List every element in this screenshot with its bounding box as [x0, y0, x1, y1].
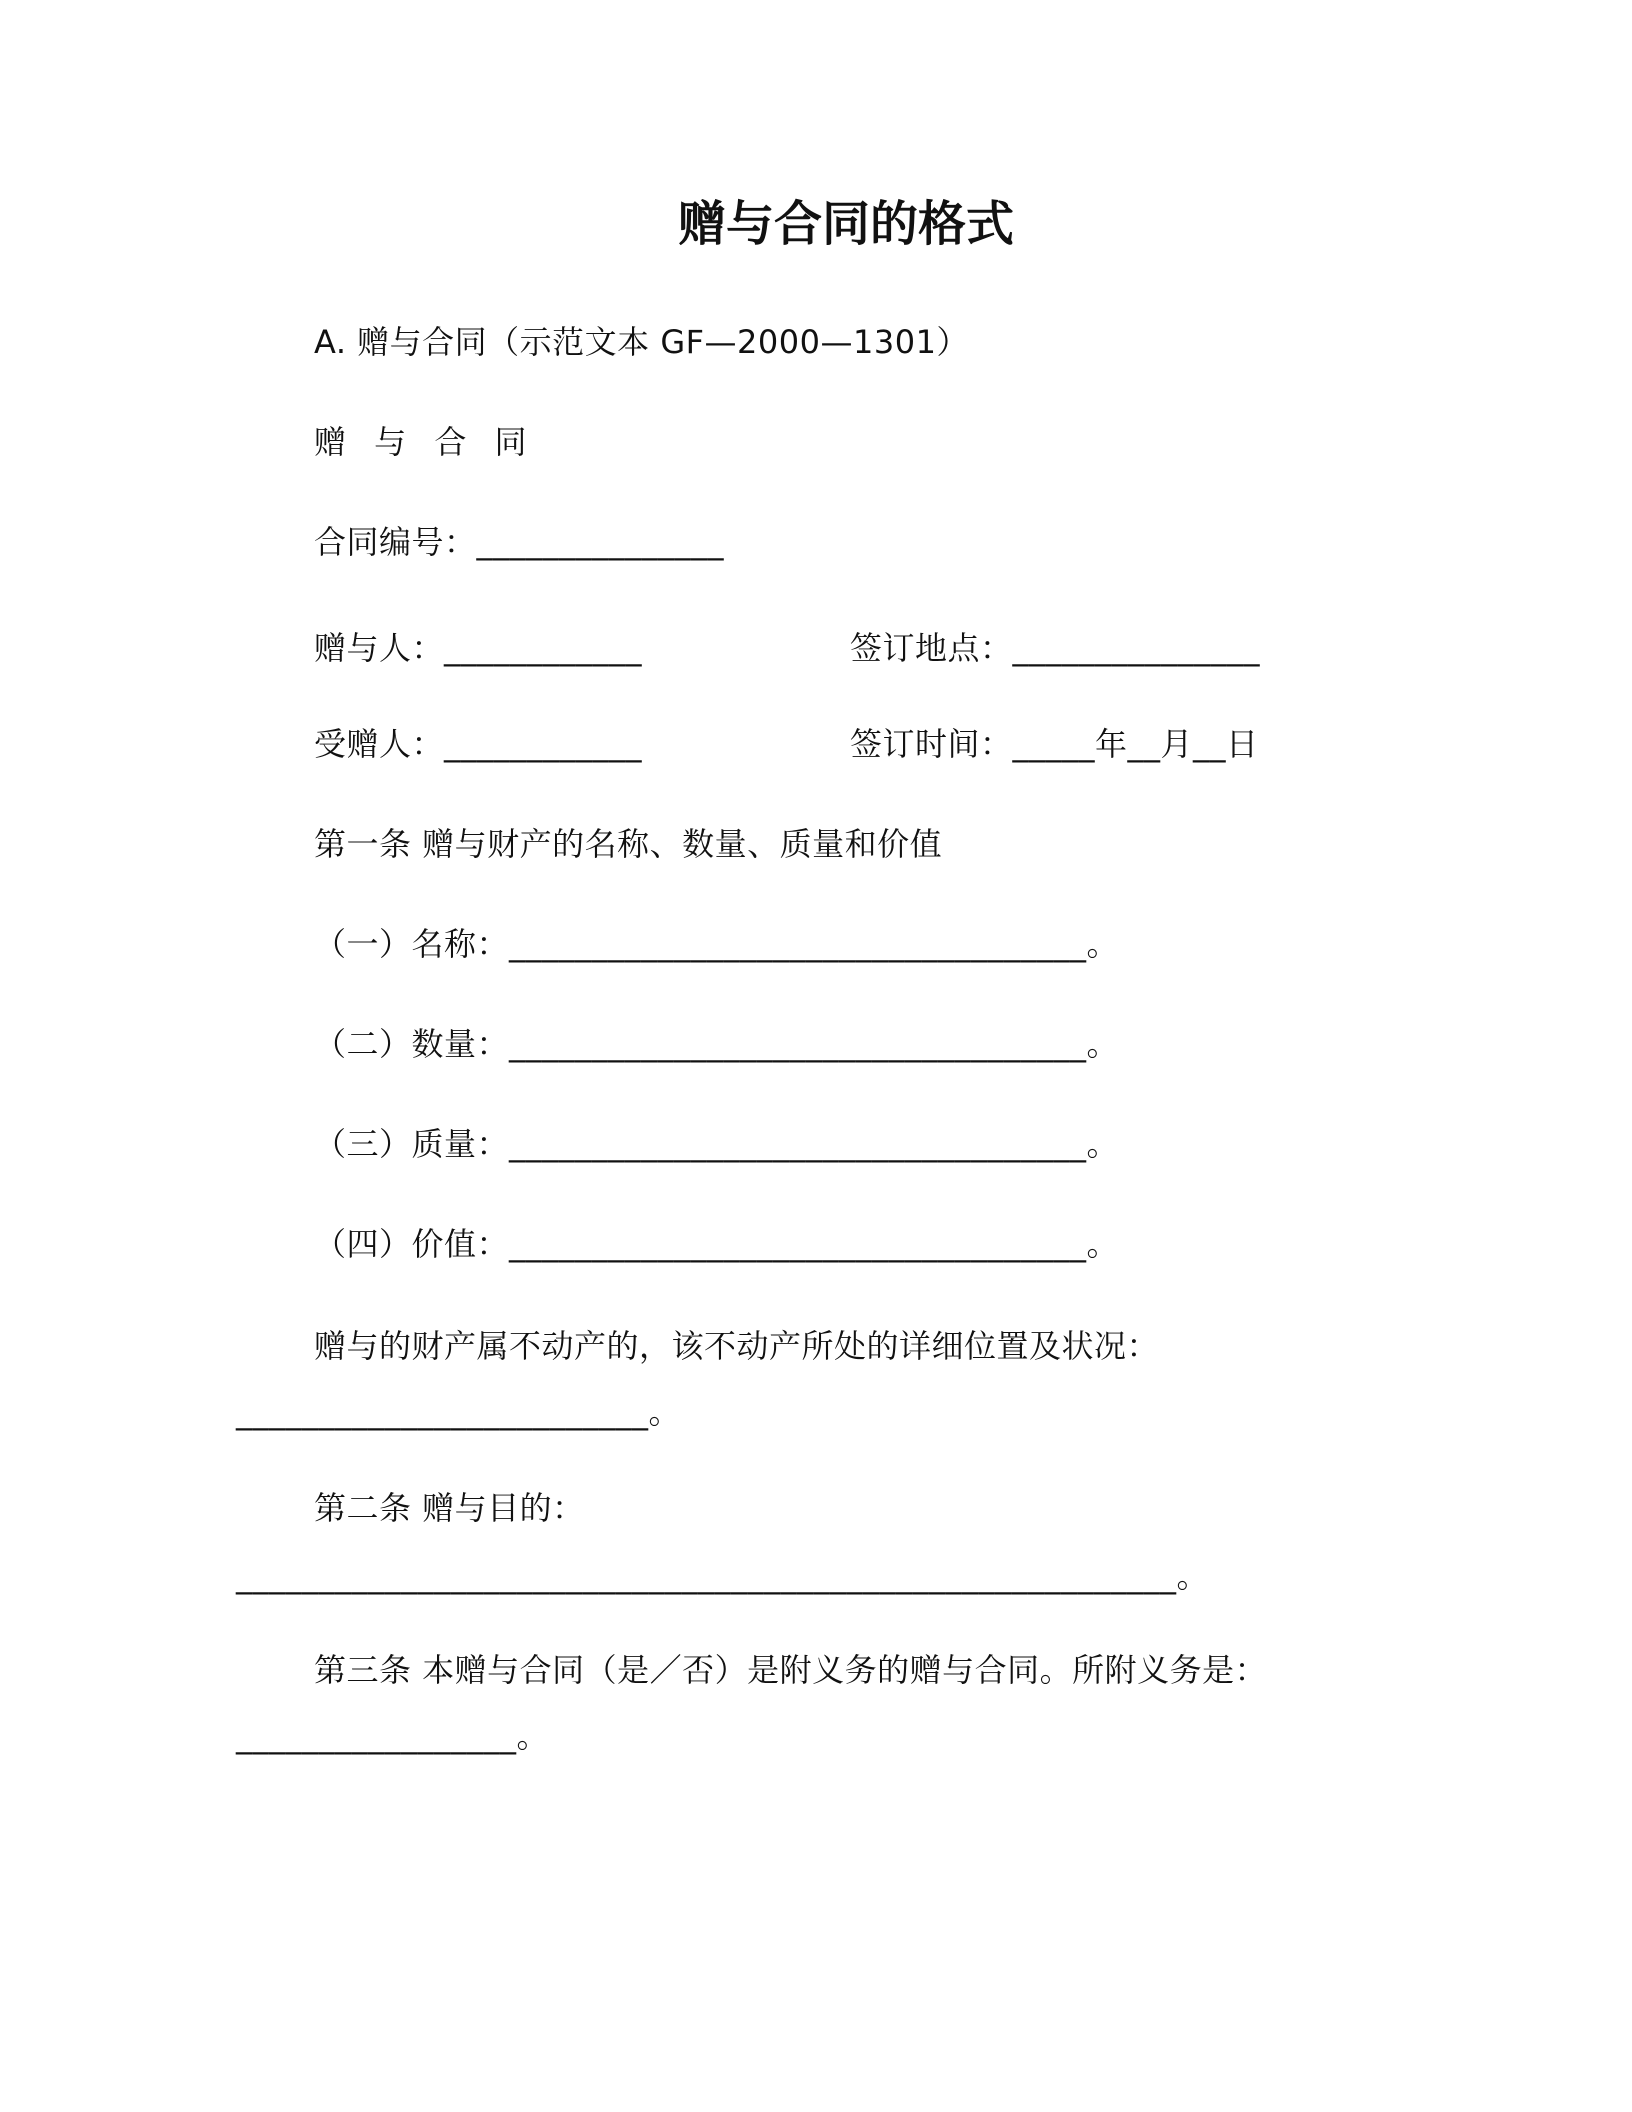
item-name-field: （一）名称：___________________________________。: [314, 925, 1120, 963]
donee-field: 受赠人：____________: [314, 725, 643, 763]
document-title: 赠与合同的格式: [677, 196, 1014, 252]
article-2-title: 第二条 赠与目的：: [314, 1489, 585, 1527]
article-3-text: 第三条 本赠与合同（是／否）是附义务的赠与合同。所附义务是：: [314, 1651, 1268, 1689]
donor-field: 赠与人：____________: [314, 629, 643, 667]
real-estate-text: 赠与的财产属不动产的，该不动产所处的详细位置及状况：: [314, 1327, 1160, 1365]
real-estate-blank: _________________________。: [236, 1393, 682, 1431]
article-1-title: 第一条 赠与财产的名称、数量、质量和价值: [314, 825, 943, 863]
subtitle: A. 赠与合同（示范文本 GF—2000—1301）: [314, 323, 969, 361]
contract-number-field: 合同编号：_______________: [314, 523, 725, 561]
contract-heading: 赠 与 合 同: [314, 423, 536, 461]
item-quantity-field: （二）数量：___________________________________。: [314, 1025, 1120, 1063]
article-3-blank: _________________。: [236, 1717, 550, 1755]
item-value-field: （四）价值：___________________________________。: [314, 1225, 1120, 1263]
sign-place-field: 签订地点：_______________: [850, 629, 1261, 667]
item-quality-field: （三）质量：___________________________________。: [314, 1125, 1120, 1163]
article-2-blank: _________________________________________________________。: [236, 1557, 1210, 1595]
sign-time-field: 签订时间：_____年__月__日: [850, 725, 1259, 763]
